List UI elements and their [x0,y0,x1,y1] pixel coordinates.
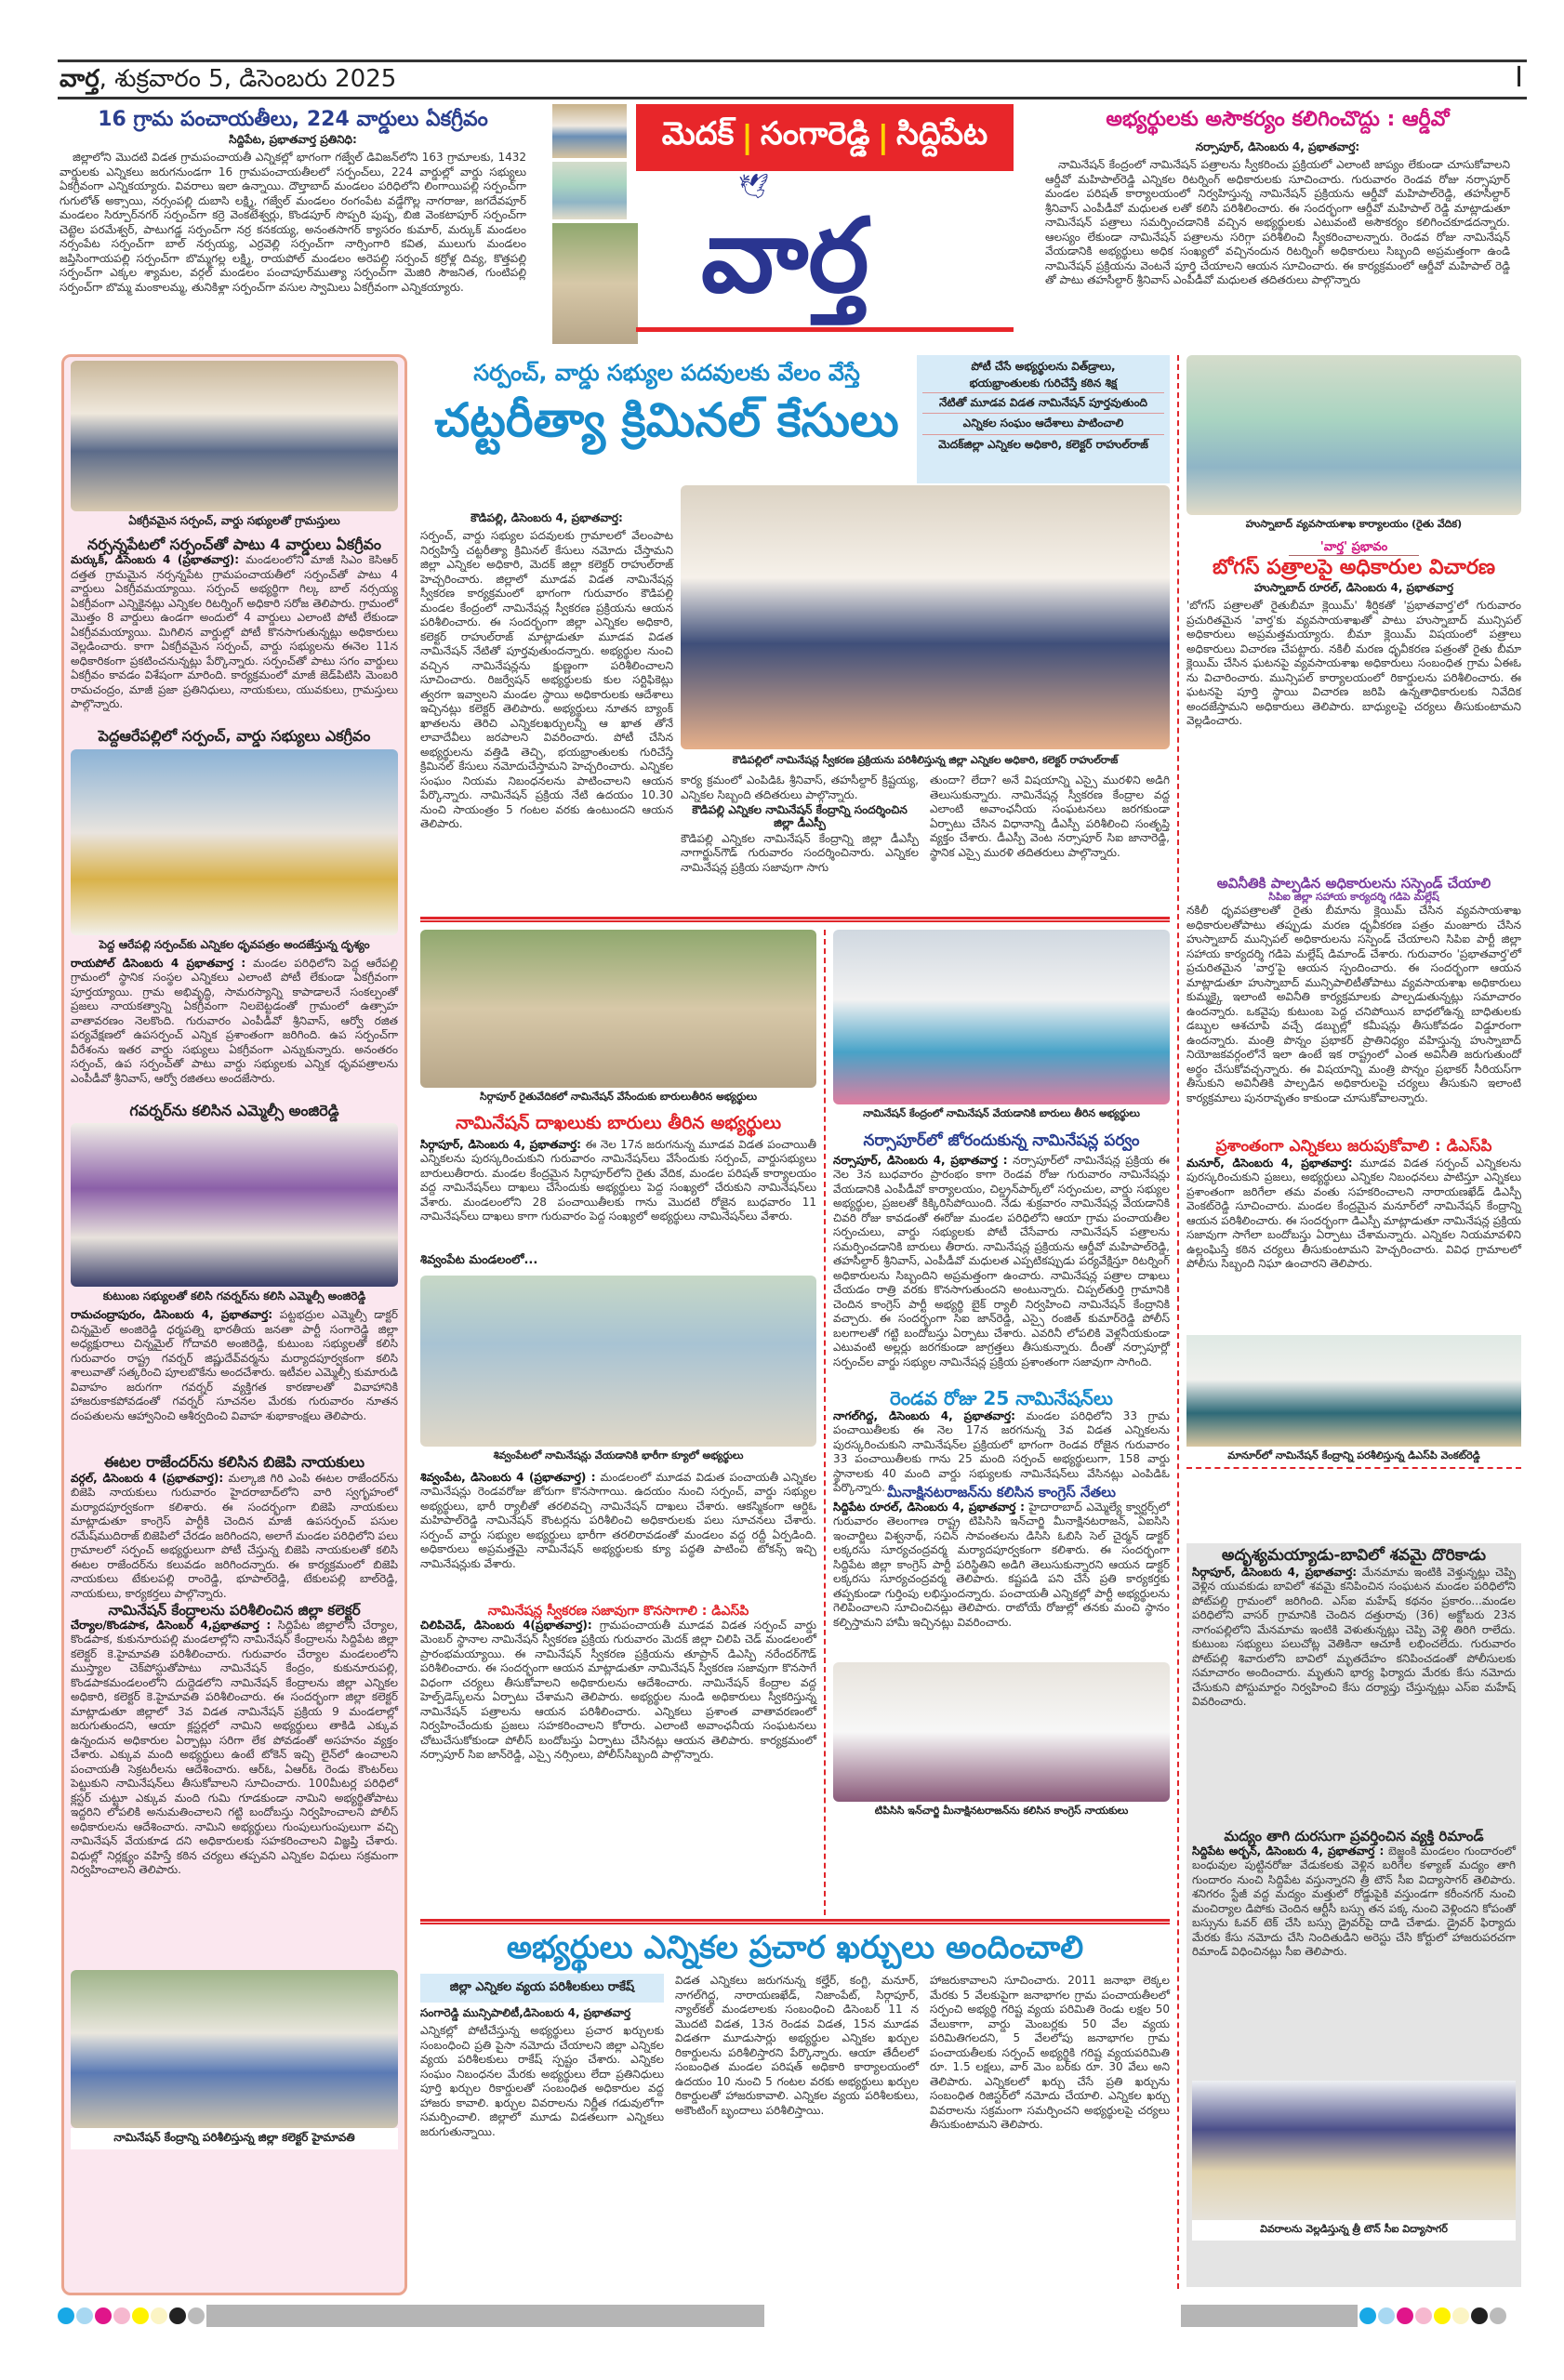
article-body [1192,1566,1516,1825]
article-body [1192,1844,1516,2075]
lead-story-col2 [681,774,919,875]
article-body [71,553,398,726]
body-text: కౌడిపల్లి ఎన్నికల నామినేషన్ కేంద్రాన్ని జిల్లా డీఎస్పీ నాగార్జున్‌గౌడ్ గురువారం సందర్శించినారు. ఎన్నికల నామినేషన్ల ప్రక్రియ సజావుగా సాగు [681,831,919,874]
article-body: ఎన్నికల్లో పోటీచేస్తున్న అభ్యర్థులు ప్రచార ఖర్చులకు సంబంధించి ప్రతి పైసా నమోదు చేయాలని జిల్లా ఎన్నికల వ్యయ పరిశీలకులు రాకేష్ స్పష్టం చేశారు. ఎన్నికల సంఘం నిబంధనల మేరకు అభ్యర్థులు లేదా ప్రతినిధులు పూర్తి ఖర్చుల రికార్డులతో సంబంధిత అధికారుల వద్ద హాజరు కావాలి. ఖర్చుల వివరాలను నిర్ణీత గడువులోగా సమర్పించాలి. జిల్లాలో మూడు విడతలుగా ఎన్నికలు జరుగుతున్నాయి. [420,2024,664,2138]
article-body: సర్పంచ్, వార్డు సభ్యుల పదవులకు గ్రామాలలో వేలంపాట నిర్వహిస్తే చట్టరీత్యా క్రిమినల్ కేసులు నమోదు చేస్తామని జిల్లా ఎన్నికల అధికారి, మెదక్ జిల్లా కలెక్టర్ రాహుల్‌రాజ్ హెచ్చరించారు. జిల్లాలో మూడవ విడత నామినేషన్ల స్వీకరణ కార్యక్రమంలో భాగంగా గురువారం కౌడిపల్లి మండల కేంద్రంలో నామినేషన్ల స్వీకరణ ప్రక్రియను ఆయన పరిశీలించారు. ఈ సందర్భంగా జిల్లా ఎన్నికల అధికారి, కలెక్టర్ రాహుల్‌రాజ్ మాట్లాడుతూ మూడవ విడత నామినేషన్ నేటితో పూర్తవుతుందన్నారు. అభ్యర్థుల నుంచి వచ్చిన నామినేషన్లను క్షుణ్ణంగా పరిశీలించాలని సూచించారు. రిజర్వేషన్ అభ్యర్థులకు కుల సర్టిఫికెట్లు త్వరగా ఇవ్వాలని మండల స్థాయి అధికారులకు ఆదేశాలు ఇచ్చినట్లు కలెక్టర్ తెలిపారు. అభ్యర్థులు నూతన బ్యాంక్ ఖాతలను తెరిచి ఎన్నికలఖర్చులన్నీ ఆ ఖాత తోనే లావాదేవీలు జరపాలని వివరించారు. పోటీ చేసిన అభ్యర్థులను వత్తిడి తెచ్చి, భయభ్రాంతులకు గురిచేస్తే క్రిమినల్ కేసులు నమోదుచేస్తామని హెచ్చరించారు. ఎన్నికల సంఘం నియమ నిబంధనలను పాటించాలని ఆయన పేర్కొన్నారు. నామినేషన్ ప్రక్రియ నేటి ఉదయం 10.30 నుంచి సాయంత్రం 5 గంటల వరకు ఉంటుందని ఆయన తెలిపారు. [420,529,673,830]
masthead [552,104,1014,344]
headline: గవర్నర్‌ను కలిసిన ఎమ్మెల్సీ అంజిరెడ్డి [129,1101,339,1119]
article-body: జిల్లాలోని మొదటి విడత గ్రామపంచాయతీ ఎన్నికల్లో భాగంగా గజ్వేల్ డివిజన్‌లోని 163 గ్రామాలకు, 1432 వార్డులకు ఎన్నికలు జరుగనుండగా 16 గ్రామపంచాయతీలలో సర్పంచ్‌లు, 224 వార్డుల్లో వార్డు సభ్యులు ఏకగ్రీవంగా ఎన్నికయ్యారు. వివరాలు ఇలా ఉన్నాయి. దౌల్తాబాద్ మండలం పరిధిలోని లింగాయిపల్లి సర్పంచ్‌గా గుగులోత్ అక్సాయి, నర్సంపల్లి దుబాసి లక్ష్మి, గజ్వేల్ మండలం రంగంపేట వడ్డేగొల్ల నాగరాజు, జగదేవపూర్ మండలం సిర్పూర్‌నగర్ సర్పంచ్‌గా కర్రె వెంకటేశ్వర్లు, కొండపూర్ సొప్పరి పుష్ప, బిజి వెంకటాపూర్ సర్పంచ్‌గా చెట్టెల పరమేశ్వర్, పాటుగడ్డ సర్పంచ్‌గా నర్ర కనకయ్య, అనంతసాగర్ క్యాసరం కుమార్, మర్కుక్ మండలం నర్సంపేట సర్పంచ్‌గా బాల్ నర్సయ్య, ఎర్రవెల్లి సర్పంచ్‌గా నార్సింగారి కవిత, ములుగు మండలం జప్తిసింగాయపల్లి సర్పంచ్‌గా బొమ్మగల్ల లక్ష్మి, రాయపోల్ మండలం అరెపల్లి సర్పంచ్ కర్రోళ్ల దివ్య, కొత్తపల్లి సర్పంచ్‌గా ఎక్కల శ్యామల, వర్గల్ మండలం పంచాపూర్‌ముత్యా సర్పంచ్‌గా మెజిరి సౌజనిత, గుంటిపల్లి సర్పంచ్‌గా బొమ్మ మంకాలమ్మ, తునికిళ్లా సర్పంచ్‌గా వసుల స్వామిలు ఏకగ్రీవంగా ఎన్నికయ్యారు. [60,151,526,294]
dateline: మనూర్, డిసెంబరు 4, ప్రభాతవార్త: [1186,1156,1353,1170]
fountain-photo [552,162,627,219]
photo-caption: కౌడిపల్లిలో నామినేషన్ల స్వీకరణ ప్రక్రియను పరిశీలిస్తున్న జిల్లా ఎన్నికల అధికారి, కలెక్టర్ రాహుల్‌రాజ్ [681,751,1170,770]
dateline: సిద్దిపేట అర్బన్, డిసెంబరు 4, ప్రభాతవార్త : [1192,1844,1385,1858]
photo-queue-narsapur [833,930,1170,1104]
headline: బోగస్ పత్రాలపై అధికారుల విచారణ [1212,555,1496,579]
dove-logo-icon: 🕊 [738,173,770,201]
body-text: మల్కాజి గిరి ఎంపి ఈటల రాజేందర్‌ను బిజెపి నాయకులు గురువారం హైదరాబాద్‌లోని వారి స్వగృహంలో మర్యాదపూర్వకంగా కలిశారు. ఈ సందర్భంగా బిజెపి నాయకులు మాట్లాడుతూ కాంగ్రెస్ పార్టీకి చెందిన మాజీ ఉపసర్పంచ్ పసుల రమేష్‌ముదిరాజ్ బిజెపిలో చేరడం జరిగిందని, అలాగే మండల పరిధిలోని పలు గ్రామాలలో సర్పంచ్ అభ్యర్థులుగా పోటీ చేస్తున్న బిజెపి నాయకులతో కలిసి ఈటల రాజేందర్‌ను కలువడం జరిగిందన్నారు. ఈ కార్యక్రమంలో బిజెపి నాయకులు టేకులపల్లి రాంరెడ్డి, భూపాల్‌రెడ్డి, టేకులపల్లి బాల్‌రెడ్డి, నాయకులు, కార్యకర్తలు పాల్గొన్నారు. [71,1471,398,1600]
dateline: సిద్దిపేట రూరల్, డిసెంబరు 4, ప్రభాతవార్త : [833,1500,1025,1514]
dateline: మర్కుక్, డిసెంబరు 4 (ప్రభాతవార్త): [71,553,240,567]
article-body [833,1501,1170,1659]
photo-governor [71,1123,398,1287]
church-photo [552,223,638,344]
photo-caption: ఏకగ్రీవమైన సర్పంచ్, వార్డు సభ్యులతో గ్రామస్తులు [128,514,340,527]
middle-left-column [420,930,816,1849]
temple-photo [552,104,627,158]
article-top-right [1045,108,1510,331]
photo-queue-sirgapur [420,930,816,1088]
headline: నర్సాపూర్‌లో జోరందుకున్న నామినేషన్ల పర్వం [863,1131,1140,1150]
highlight: మెదక్‌జిల్లా ఎన్నికల అధికారి, కలెక్టర్ రాహుల్‌రాజ్ [938,438,1148,452]
headline: అభ్యర్థులు ఎన్నికల ప్రచార ఖర్చులు అందించాలి [506,1929,1084,1966]
gray-bar [1181,2305,1358,2327]
dateline: చిలిపిచెడ్, డిసెంబరు 4(ప్రభాతవార్త): [420,1618,592,1632]
bottom-col3: హాజరుకావాలని సూచించారు. 2011 జనాభా లెక్కల మేరకు 5 వేలకుపైగా జనాభాగల గ్రామ పంచాయతీలలో సర్పంచి అభ్యర్థి గరిష్ట వ్యయ పరిమితి రెండు లక్షల 50 వేలుకాగా, వార్డు మెంబర్లకు 50 వేల వ్యయ పరిమితిగలదని, 5 వేలలోపు జనాభాగల గ్రామ పంచాయతీలకు సర్పంచ్ అభ్యర్థికి గరిష్ట వ్యయపరిమితి రూ. 1.5 లక్షలు, వార్ మెం బర్‌కు రూ. 30 వేలు అని తెలిపారు. ఎన్నికలలో ఖర్చు చేసే ప్రతి ఖర్చును సంబంధిత రిజిస్టర్‌లో నమోదు చేయాలి. ఎన్నికల ఖర్చు వివరాలను సక్రమంగా సమర్పించని అభ్యర్థులపై చర్యలు తీసుకుంటామని తెలిపారు. [930,1974,1170,2132]
body-text: తుందా? లేదా? అనే విషయాన్ని ఎస్సై మురళిని అడిగి తెలుసుకున్నారు. నామినేషన్ల స్వీకరణ కేంద్రాల వద్ద ఎలాంటి అవాంఛనీయ సంఘటనలు జరగకుండా ఏర్పాటు చేసిన విధానాన్ని డీఎస్పీ పరిశీలించి సంతృప్తి వ్యక్తం చేశారు. డీఎస్పీ వెంట నర్సాపూర్ సిఐ జానారెడ్డి, స్థానిక ఎస్సై మురళి తదితరులు పాల్గొన్నారు. [930,774,1170,859]
photo-caption: కుటుంబ సభ్యులతో కలిసి గవర్నర్‌ను కలిసి ఎమ్మెల్సీ అంజిరెడ్డి [102,1289,366,1303]
article-body [71,1619,398,1964]
body-text: గ్రామపంచాయతీ మూడవ విడత సర్పంచ్ వార్డు మెంబర్ స్థానాల నామినేషన్ స్వీకరణ ప్రక్రియ గురువారం మెదక్ జిల్లా చిలిపి చెడ్ మండలంలో ప్రారంభమయ్యాయి. ఈ నామినేషన్ స్వీకరణ ప్రక్రియను తూప్రాన్ డిఎస్పి నరేందర్‌గౌడ్ పరిశీలించారు. ఈ సందర్భంగా ఆయన మాట్లాడుతూ నామినేషన్ స్వీకరణ సజావుగా కొనసాగే విధంగా చర్యలు తీసుకోవాలని అధికారులను ఆదేశించారు. నామినేషన్ కేంద్రాల వద్ద హెల్ప్‌డెస్క్‌లను ఏర్పాటు చేశామని తెలిపారు. అభ్యర్థుల నుండి అధికారులు స్వీకరిస్తున్న నామినేషన్ పత్రాలను ఆయన పరిశీలించారు. ఎన్నికలు ప్రశాంత వాతావరణంలో నిర్వహించేందుకు ప్రజలు సహకరించాలని కోరారు. ఎలాంటి అవాంఛనీయ సంఘటనలు చోటుచేసుకోకుండా పోలీస్ బందోబస్తు ఏర్పాటు చేసినట్లు ఆయన తెలిపారు. కార్యక్రమంలో నర్సాపూర్ సిఐ జాన్‌రెడ్డి, ఎస్సై నర్సింలు, పోలీస్‌సిబ్బంది పాల్గొన్నారు. [420,1618,817,1762]
dateline: సిర్గాపూర్, డిసెంబరు 4, ప్రభాతవార్త: [420,1137,581,1151]
lead-story-continuation [681,751,1170,915]
photo-dsp-manoor [1186,1335,1521,1447]
section-divider [420,1919,1170,1924]
photo-caption: పెద్ద ఆరేపల్లి సర్పంచ్‌కు ఎన్నికల ధృవపత్రం అందజేస్తున్న దృశ్యం [99,937,370,951]
headline: అదృశ్యమయ్యాడు-బావిలో శవమై దొరికాడు [1221,1546,1487,1565]
headline: నామినేషన్ దాఖలుకు బారులు తీరిన అభ్యర్థులు [455,1113,782,1133]
headline: ప్రశాంతంగా ఎన్నికలు జరుపుకోవాలి : డిఎస్‌పి [1215,1137,1492,1157]
headline: పెద్దఆరేపల్లిలో సర్పంచ్, వార్డు సభ్యులు ఎకగ్రీవం [98,727,371,746]
sub-headline: శివ్వంపేట మండలంలో... [420,1252,538,1267]
bottom-story [420,1930,1170,2291]
dateline: వర్గల్, డిసెంబరు 4 (ప్రభాతవార్త): [71,1471,224,1485]
dateline: రాయపోల్ డిసెంబరు 4 ప్రభాతవార్త : [71,956,246,970]
highlight: భయభ్రాంతులకు గురిచేస్తే కఠిన శిక్ష [922,376,1164,393]
article-body [1186,1157,1521,1329]
section-divider [420,917,1170,922]
body-text: మండల పరిధిలోని 33 గ్రామ పంచాయితీలకు ఈ నెల 17న జరగనున్న 3వ విడత ఎన్నికలను పురస్కరించుకుని నామినేషన్‌ల ప్రక్రియలో భాగంగా రెండవ రోజైన గురువారం 33 పంచాయితీలకు గాను 25 మంది సర్పంచ్ అభ్యర్థులుగా, 158 వార్డు స్థానాలకు 40 మంది వార్డు సభ్యులకు నామినేషన్‌లు వేసినట్లు ఎంపిడిఓ పేర్కొన్నారు. [833,1408,1170,1495]
body-text: సిద్దిపేట జిల్లాలోని చేర్యాల, కొండపాక, కుకునూరుపల్లి మండలాల్లోని నామినేషన్ కేంద్రాలను సిద్దిపేట జిల్లా కలెక్టర్ కె.హైమావతి పరిశీలించారు. గురువారం చేర్యాల మండలంలోని ముస్త్యాల చెక్‌పోస్టుతోపాటు నామినేషన్ కేంద్రం, కుకునూరుపల్లి, కొండపాకమండలంలోని దుద్దెడలోని నామినేషన్ కేంద్రాలను జిల్లా ఎన్నికల అధికారి, కలెక్టర్ కె.హైమావతి పరిశీలించారు. ఈ సందర్భంగా జిల్లా కలెక్టర్ మాట్లాడుతూ జిల్లాలో 3వ విడత నామినేషన్ ప్రక్రియ 9 మండలాల్లో జరుగుతుందని, ఆయా క్లస్టర్లలో నామిని అభ్యర్థులు తాకిడి ఎక్కువ ఉన్నందున అధికారుల ఏర్పాట్లు సరిగా లేక పోవడంతో అసహనం వ్యక్తం చేశారు. ఎక్కువ మంది అభ్యర్థులు ఉంటే టోకెన్ ఇచ్చి లైన్‌లో ఉంచాలని పంచాయతీ సెక్రటరీలను ఆదేశించారు. ఆర్‌ఓ, ఏఆర్‌ఓ రెండు కౌంటర్‌లు పెట్టుకుని నామినేషన్‌లు తీసుకోవాలని సూచించారు. 100మీటర్ల పరిధిలో క్లస్టర్ చుట్టూ ఎక్కువ మంది గుమి గూడకుండా నామిని అభ్యర్థితోపాటు ఇద్దరిని లోపలికి అనుమతించాలని గట్టి బందోబస్తు నిర్వహించాలని పోలీస్ అధికారులను ఆదేశించారు. నామిని అభ్యర్థులు గుంపులుగుంపులుగా వచ్చి నామినేషన్ వేయకూడ దని అధికారులకు సహకరించాలని విజ్ఞప్తి చేశారు. విధుల్లో నిర్లక్ష్యం వహిస్తే కఠిన చర్యలు తప్పవని ఎన్నికల విధులు సక్రమంగా నిర్వహించాలని తెలిపారు. [71,1618,398,1877]
article-body [71,1308,398,1452]
column-divider [1177,355,1179,2289]
dateline: చేర్యాల/కొండపాక, డిసెంబర్ 4,ప్రభాతవార్త : [71,1618,272,1632]
photo-villagers [71,361,398,511]
bottom-col2: విడత ఎన్నికలు జరుగనున్న కల్హేర్, కంగ్టి, మనూర్, నాగల్‌గిద్ద, నారాయణఖేడ్, నిజాంపేట్, సిర్గాపూర్, న్యాల్‌కల్ మండలాలకు సంబంధించి డిసెంబర్ 11 న మొదటి విడత, 13న రెండవ విడత, 15న మూడవ విడతగా మూడుసార్లు అభ్యర్థుల ఎన్నికల ఖర్చుల రికార్డులను పరిశీలిస్తారని పేర్కొన్నారు. ఆయా తేదీలలో సంబంధిత మండల పరిషత్ అధికారి కార్యాలయంలో ఉదయం 10 నుంచి 5 గంటల వరకు అభ్యర్థులు ఖర్చుల రికార్డులతో హాజరుకావాలి. ఎన్నికల వ్యయ పరిశీలకులు, అకౌంటింగ్ బృందాలు పరిశీలిస్తాయి. [675,1974,919,2117]
photo-collector [71,1970,398,2128]
dateline: నర్సాపూర్, డిసెంబరు 4, ప్రభాతవార్త : [833,1153,1008,1167]
sub-headline: కౌడిపల్లి ఎన్నికల నామినేషన్ కేంద్రాన్ని సందర్శించిన జిల్లా డీఎస్పీ [692,803,908,829]
article-body [71,957,398,1101]
photo-certificate [71,749,398,935]
district-siddipet: సిద్దిపేట [896,115,988,152]
bottom-col1 [420,1974,664,2139]
article-body [833,1154,1170,1384]
headline: మీనాక్షినటరాజన్‌ను కలిసిన కాంగ్రెస్ నేతలు [887,1483,1116,1501]
dateline: సిర్గాపూర్, డిసెంబరు 4, ప్రభాతవార్త: [1192,1565,1357,1579]
sub-headline: సిపిఐ జిల్లా సహాయ కార్యదర్శి గడిపె మల్లేష్ [1268,891,1439,904]
photo-caption: నామినేషన్ కేంద్రాన్ని పరిశీలిస్తున్న జిల్లా కలెక్టర్ హైమావతి [71,2128,398,2149]
color-registration-marks-left [58,2307,205,2324]
headline: ఈటల రాజేందర్‌ను కలిసిన బిజెపి నాయకులు [103,1453,365,1472]
folio [60,65,396,99]
middle-right-column [833,930,1170,1822]
column-divider [824,930,826,1915]
headline: నామినేషన్ కేంద్రాలను పరిశీలించిన జిల్లా కలెక్టర్ [108,1601,361,1619]
article-body [420,1471,816,1600]
highlight: పోటీ చేసే అభ్యర్థులను విత్‌డ్రాలు, [971,360,1116,373]
body-text: నర్సాపూర్‌లో నామినేషన్ల ప్రక్రియ ఈ నెల 3న బుధవారం ప్రారంభం కాగా రెండవ రోజు గురువారం నామినేషన్లు వేయడానికి ఎంపీడీవో కార్యాలయం, చిల్డ్రన్‌పార్క్‌లో సర్పంచుల, వార్డు సభ్యుల అభ్యర్థుల, ప్రజలతో కిక్కిరిసిపోయింది. నేడు శుక్రవారం నామినేషన్ల వేయడానికి చివరి రోజు కావడంతో ఈరోజు మండల పరిధిలోని ఆయా గ్రామ పంచాయతీల సర్పంచులు, వార్డు సభ్యులకు పోటీ చేసేవారు నామినేషన్ పత్రాలను సమర్పించడానికి బారులు తీరారు. నామినేషన్ల ప్రక్రియను ఆర్డీవో మహిపాల్‌రెడ్డి, తహసీల్దార్ శ్రీనివాస్, ఎంపీడీవో మధులత ఎప్పటికప్పుడు పర్యవేక్షిస్తూ రిటర్నింగ్ అధికారులను సిబ్బందిని అప్రమత్తంగా ఉంచారు. నామినేషన్ల పత్రాల దాఖలు చేయడం రాత్రి వరకు కొనసాగుతుందని అంటున్నారు. చిప్పల్‌తుర్తి గ్రామానికి చెందిన కాంగ్రెస్ పార్టీ అభ్యర్థి బైక్ ర్యాలీ నిర్వహించి నామినేషన్ కేంద్రానికి వచ్చారు. ఈ సందర్భంగా సిఐ జాన్‌రెడ్డి, ఎస్సై రంజిత్ కుమార్‌రెడ్డి పోలీస్ బలగాలతో గట్టి బందోబస్తు ఏర్పాటు చేశారు. ఎవరినీ లోపలికి వెళ్లనీయకుండా ఎటువంటి అల్లర్లు జరగకుండా జాగ్రత్తలు తీసుకున్నారు. దీంతో నర్సాపూర్లో సర్పంచ్‌ల వార్డు సభ్యుల నామినేషన్ల ప్రక్రియ ప్రశాంతంగా సజావుగా సాగింది. [833,1153,1170,1368]
dateline: రామచంద్రాపురం, డిసెంబరు 4, ప్రభాతవార్త: [71,1308,273,1322]
headline: అభ్యర్థులకు అసౌకర్యం కలిగించొద్దు : ఆర్డీవో [1106,108,1450,131]
article-body: నామినేషన్ కేంద్రంలో నామినేషన్ పత్రాలను స్వీకరించు ప్రక్రియలో ఎలాంటి జాప్యం లేకుండా చూసుకోవాలని ఆర్డీవో మహిపాల్‌రెడ్డి ఎన్నికల రిటర్నింగ్ అధికారులకు సూచించారు. గురువారం రెండవ రోజు నర్సాపూర్ మండల పరిషత్ కార్యాలయంలో నిర్వహిస్తున్న నామినేషన్ ప్రక్రియను ఆర్డీవో మహిపాల్‌రెడ్డి, తహసీల్దార్ శ్రీనివాస్ ఎంపీడీవో మధులత లతో కలిసి పరిశీలించారు. ఈ సందర్భంగా ఆర్డీవో మహిపాల్ రెడ్డి మాట్లాడుతూ నామినేషన్ పత్రాలు సమర్పించడానికి వచ్చిన అభ్యర్థులకు ఎటువంటి అసౌకర్యం కలిగించకూడదన్నారు. ఆలస్యం లేకుండా నామినేషన్ పత్రాలను సరిగ్గా పరిశీలించి స్వీకరించాలన్నారు. రెండవ రోజు నామినేషన్ వేయడానికి అభ్యర్థులు అధిక సంఖ్యలో వచ్చినందున రిటర్నింగ్ అధికారులు సిబ్బంది అప్రమత్తంగా ఉండి నామినేషన్ ప్రక్రియను వెంటనే పూర్తి చేయాలని ఆయన సూచించారు. ఈ కార్యక్రమంలో ఆర్డీవో మహిపాల్ రెడ్డి తో పాటు తహసీల్దార్ శ్రీనివాస్ ఎంపీడీవో మధులత తదితరులు పాల్గొన్నారు [1045,158,1510,287]
body-text: కార్య క్రమంలో ఎంపిడిఓ శ్రీనివాస్, తహసీల్దార్ క్రిష్టయ్య, ఎన్నికల సిబ్బంది తదితరులు పాల్గొన్నారు. [681,774,919,801]
article-body [420,1138,816,1253]
sub-headline: జిల్లా ఎన్నికల వ్యయ పరిశీలకులు రాకేష్ [420,1974,664,2003]
headline: 16 గ్రామ పంచాయతీలు, 224 వార్డులు ఏకగ్రీవం [98,108,488,131]
body-text: బెజ్జంకి మండలం గుందారంలో బంధువుల పుట్టినరోజు వేడుకలకు వెళ్లిన బరిగేల కళ్యాణ్ మద్యం తాగి గుందారం నుంచి సిద్దిపేట వస్తున్నారని త్రీ టౌన్ సీఐ విద్యాసాగర్ తెలిపారు. శనిగరం స్టేజీ వద్ద మద్యం మత్తులో రోడ్డుపైకి వస్తుండగా కరీంనగర్ నుంచి మంచిర్యాల డిపోకు చెందిన ఆర్టీసీ బస్సు తన పక్క నుంచి వెళ్లిందని కోపంతో బస్సును ఓవర్ టెక్ చేసి బస్సు డ్రైవర్‌పై దాడి చేశాడు. డ్రైవర్ ఫిర్యాదు మేరకు కేసు నమోదు చేసి నిందితుడిని అరెస్టు చేసి కోర్టులో హాజరుపరచగా రిమాండ్ విధించినట్లు సీఐ తెలిపారు. [1192,1844,1517,1959]
district-banner: మెదక్ | సంగారెడ్డి | సిద్దిపేట [636,104,1014,171]
lead-story-col1 [420,509,673,918]
body-text: మేనమామ ఇంటికి వెళ్తున్నట్లు చెప్పి వెళ్లిన యువకుడు బావిలో శవమై కనిపించిన సంఘటన మండల పరిధిలోని పోట్‌పల్లి గ్రామంలో జరిగింది. ఎస్‌ఐ మహేష్ కథనం ప్రకారం...మండల పరిధిలోని వాసర్ గ్రామానికి చెందిన దత్తురావు (36) అక్టోబరు 23న నాగంపల్లిలోని మేనమామ ఇంటికి వెళుతున్నట్లు చెప్పి వెళ్లి తిరిగి రాలేదు. కుటుంబ సభ్యులు పలుచోట్ల వెతికినా ఆచూకీ లభించలేదు. గురువారం పోట్‌పల్లి శివారులోని బావిలో మృతదేహం కనిపించడంతో పోలీసులకు సమాచారం అందించారు. మృతుని భార్య ఫిర్యాదు మేరకు కేసు నమోదు చేసుకుని పోస్టుమార్టం నిర్వహించి కేసు దర్యాప్తు చేస్తున్నట్లు ఎస్‌ఐ మహేష్ వివరించారు. [1192,1565,1517,1709]
article-body [71,1472,398,1601]
dateline: నాగల్‌గిద్ద, డిసెంబరు 4, ప్రభాతవార్త: [833,1408,1015,1422]
body-text: ఈ నెల 17న జరుగనున్న మూడవ విడత పంచాయితీ ఎన్నికలను పురస్కరించుకుని గురువారం నామినేషన్‌లు వేసేందుకు సర్పంచ్, వార్డుసభ్యులు బారులుతీరారు. మండల కేంద్రమైన సిర్గాపూర్‌లోని రైతు వేదిక, మండల పరిషత్ కార్యాలయం వద్ద నామినేషన్‌లు దాఖలు చేసేందుకు అభ్యర్థులు పెద్ద సంఖ్యలో చేరుకుని నామినేషన్‌లు వేశారు. మండలంలోని 28 పంచాయితీలకు గాను మొదటి రోజైన బుధవారం 11 నామినేషన్‌లు దాఖలు కాగా గురువారం పెద్ద సంఖ్యలో అభ్యర్థులు నామినేషన్‌లు వేశారు. [420,1137,816,1223]
article-body: 'బోగస్ పత్రాలతో రైతుబీమా క్లెయిమ్' శీర్షికతో 'ప్రభాతవార్త'లో గురువారం ప్రచురితమైన 'వార్త'కు వ్యవసాయశాఖతో పాటు హుస్నాబాద్ మున్సిపల్ అధికారులు అప్రమత్తమయ్యారు. బీమా క్లెయిమ్ విషయంలో పత్రాలు అధికారులు విచారణ చేపట్టారు. నకిలీ మరణ ధృవీకరణ పత్రంతో రైతు బీమా క్లెయిమ్ చేసిన ఘటనపై వ్యవసాయశాఖ అధికారులు సంబంధిత గ్రామ ఏఈఓ ను విచారించారు. మున్సిపల్ కార్యాలయంలో రికార్డులను పరిశీలించారు. ఈ ఘటనపై పూర్తి స్థాయి విచారణ జరిపి ఉన్నతాధికారులకు నివేదిక అందజేస్తామని అధికారులు తెలిపారు. బాధ్యులపై చర్యలు తీసుకుంటామని వెల్లడించారు. [1186,599,1521,728]
district-sangareddy: సంగారెడ్డి [760,115,870,152]
headline: నామినేషన్ల స్వీకరణ సజావుగా కొనసాగాలి : డిఎస్‌పి [487,1603,749,1619]
color-registration-marks-right [1359,2307,1506,2324]
date-line: , శుక్రవారం 5, డిసెంబరు 2025 [99,65,397,93]
highlight: ఎన్నికల సంఘం ఆదేశాలు పాటించాలి [922,414,1164,435]
article-body [420,1619,816,1849]
article-top-left [60,108,526,324]
body-text: మూడవ విడత సర్పంచ్ ఎన్నికలను పురస్కరించుకుని ప్రజలు, అభ్యర్థులు ఎన్నికల నిబంధనలు పాటిస్తూ ఎన్నికలు ప్రశాంతంగా జరిగేలా తమ వంతు సహకరించాలని నారాయణఖేడ్ డిఎస్పీ వెంకట్‌రెడ్డి సూచించారు. మండల కేంద్రమైన మనూర్‌లో నామినేషన్ కేంద్రాన్ని ఆయన పరిశీలించారు. ఈ సందర్భంగా డిఎస్పీ మాట్లాడుతూ నామినేషన్ల ప్రక్రియ సజావుగా సాగేలా బందోబస్తు ఏర్పాటు చేశామన్నారు. ఎన్నికల నియమావళిని ఉల్లంఘిస్తే కఠిన చర్యలు తీసుకుంటామని హెచ్చరించారు. వివిధ గ్రామాలలో పోలీసు సిబ్బంది నిఘా ఉంచారని తెలిపారు. [1186,1156,1521,1271]
photo-caption: సిర్గాపూర్ రైతువేదికలో నామినేషన్ వేసేందుకు బారులుతీరిన అభ్యర్థులు [420,1088,816,1108]
highlight: నేటితో మూడవ విడత నామినేషన్ పూర్తవుతుంది [922,393,1164,415]
dateline: శివ్వంపేట, డిసెంబరు 4 (ప్రభాతవార్త) : [420,1470,596,1484]
headline: చట్టరీత్యా క్రిమినల్ కేసులు [434,392,899,447]
headline: అవినీతికి పాల్పడిన అధికారులను సస్పెండ్ చేయాలి [1216,875,1491,892]
article-body: నకిలీ ధృవపత్రాలతో రైతు బీమాను క్లెయిమ్ చేసిన వ్యవసాయశాఖ అధికారులతోపాటు తప్పుడు మరణ ధృవీకరణ పత్రం మంజూరు చేసిన హుస్నాబాద్ మున్సిపల్ అధికారులను సస్పెండ్ చేయాలని సిపిఐ పార్టీ జిల్లా సహాయ కార్యదర్శి గడిపె మల్లేష్ డిమాండ్ చేశారు. గురువారం 'ప్రభాతవార్త'లో ప్రచురితమైన 'వార్త'పై ఆయన స్పందించారు. ఈ సందర్భంగా ఆయన మాట్లాడుతూ హుస్నాబాద్ మున్సిపాలిటీతోపాటు వ్యవసాయశాఖ అధికారులు కుమ్మక్కై ఇలాంటి అవినీతి కార్యక్రమాలకు పాల్పడుతున్నట్లు సమాచారం ఉందన్నారు. ఒకవైపు కుటుంబ పెద్ద చనిపోయిన బాధలోఉన్న బాధితులకు డబ్బుల ఆశచూపి వచ్చే డబ్బుల్లో కమీషన్లు తీసుకోవడం విడ్డూరంగా ఉందన్నారు. మంత్రి పొన్నం ప్రభాకర్ ప్రాతినిధ్యం వహిస్తున్న హుస్నాబాద్ నియోజకవర్గంలోనే ఇలా ఉంటే ఇక రాష్ట్రంలో ఎంత అవినీతి జరుగుతుందో అర్థం చేసుకోవచ్చన్నారు. ఈ విషయాన్ని మంత్రి పొన్నం ప్రభాకర్ సీరియస్‌గా తీసుకుని అవినీతికి పాల్పడిన అధికారులపై చర్యలు తీసుకుని ఇలాంటి కార్యక్రమాలు పునరావృతం కాకుండా చూసుకోవాలన్నారు. [1186,904,1521,1104]
dateline: కౌడిపల్లి, డిసెంబరు 4, ప్రభాతవార్త: [471,511,623,524]
header-rule-bottom [58,97,1527,99]
photo-caption: హుస్నాబాద్ వ్యవసాయశాఖ కార్యాలయం (రైతు వేదిక) [1186,515,1521,536]
headline: నర్సన్నపేటలో సర్పంచ్‌తో పాటు 4 వార్డులు ఏకగ్రీవం [86,536,382,553]
district-medak: మెదక్ [661,115,735,152]
gray-bar [206,2305,764,2327]
photo-collector-kowdipally [681,485,1170,749]
photo-caption: మానూర్‌లో నామినేషన్ కేంద్రాన్ని పరశీలిస్తున్న డిఎస్‌పి వెంకట్‌రెడ్డి [1186,1447,1521,1469]
photo-caption: వివరాలను వెల్లడిస్తున్న త్రీ టౌన్ సీఐ విద్యాసాగర్ [1192,2220,1516,2241]
left-column [71,361,398,2149]
body-text: మండల పరిధిలోని పెద్ద ఆరేపల్లి గ్రామంలో స్థానిక సంస్థల ఎన్నికలు ఎలాంటి పోటీ లేకుండా ఏకగ్రీవంగా పూర్తయ్యాయి. గ్రామ అభివృద్ధి, సామరస్యాన్ని కాపాడాలనే సంకల్పంతో ప్రజలు నాయకత్వాన్ని ఏకగ్రీవంగా నిలబెట్టడంతో గ్రామంలో ఉత్సాహ వాతావరణం నెలకొంది. గురువారం ఎంపీడీవో శ్రీనివాస్, ఆర్వో రజిత పర్యవేక్షణలో ఉపసర్పంచ్ ఎన్నిక ప్రశాంతంగా జరిగింది. ఉప సర్పంచ్‌గా వీరేశంను ఇతర వార్డు సభ్యులు ఏకగ్రీవంగా ఎన్నుకున్నారు. అనంతరం సర్పంచ్, ఉప సర్పంచ్‌తో పాటు వార్డు సభ్యులకు ఎన్నిక ధృవపత్రాలను ఎంపీడీవో శ్రీనివాస్, ఆర్వో రజితలు అందజేసారు. [71,956,399,1085]
right-column [1186,355,1521,1469]
body-text: మండలంలో మూడవ విడుత పంచాయతీ ఎన్నికల నామినేషన్లు రెండవరోజు జోరుగా కొనసాగాయి. ఉదయం నుంచి సర్పంచ్, వార్డు సభ్యుల అభ్యర్థులు, భారీ ర్యాలీతో తరలివచ్చి నామినేషన్ దాఖలు చేశారు. ఆకస్మికంగా ఆర్డిఓ మహిపాల్‌రెడ్డి నామినేషన్ కౌంటర్లను పరిశీలించి అధికారులకు పలు సూచనలు చేశారు. సర్పంచ్ వార్డు సభ్యుల అభ్యర్థులు భారీగా తరలిరావడంతో మండలం వద్ద రద్దీ ఏర్పడింది. అధికారులు అప్రమత్తమై నామినేషన్ అభ్యర్థులకు క్యూ పద్ధతి పాటించి టోకన్స్ ఇచ్చి నామినేషన్లుకు వేశారు. [420,1470,816,1570]
masthead-logo: వార్త [701,196,869,315]
photo-queue-shivampet [420,1276,816,1447]
impact-tag: 'వార్త' ప్రభావం [1289,541,1419,556]
kicker: సర్పంచ్, వార్డు సభ్యుల పదవులకు వేలం వేస్తే [473,360,860,386]
body-text: మండలంలోని మాజీ సిఎం కెసిఆర్ దత్తత గ్రామమైన నర్సన్నపేట గ్రామపంచాయతీలో సర్పంచ్‌తో పాటు 4 వార్డులు ఏకగ్రీవమయ్యాయి. సర్పంచ్ అభ్యర్థిగా గిల్క బాల్ నర్సయ్య ఏకగ్రీవంగా ఎన్నికైనట్లు ఎన్నికల రిటర్నింగ్ అధికారి సరోజ తెలిపారు. గ్రామంలో మొత్తం 8 వార్డులు ఉండగా అందులో 4 వార్డులు ఎలాంటి పోటీ లేకుండా ఏకగ్రీవమయ్యాయి. మిగిలిన వార్డుల్లో పోటీ కొనసాగుతున్నట్లు అధికారులు వెల్లడించారు. కాగా ఏకగ్రీవమైన సర్పంచ్, వార్డు సభ్యులను ఈనెల 11న అధికారికంగా ప్రకటించనున్నట్లు పేర్కొన్నారు. సర్పంచ్‌తో పాటు సగం వార్డులు ఏకగ్రీవం కావడం విశేషంగా మారింది. కార్యక్రమంలో మాజీ జెడ్‌పిటిసి మెంబరి రామచంద్రం, మాజీ ప్రజా ప్రతినిధులు, నాయకులు, యువకులు, గ్రామస్తులు పాల్గొన్నారు. [71,553,398,711]
headline: రెండవ రోజు 25 నామినేషన్‌లు [890,1386,1113,1409]
dateline: సంగారెడ్డి మున్సిపాలిటీ,డిసెంబరు 4, ప్రభాతవార్త [420,2006,631,2020]
photo-rythu-vedika [1186,355,1521,515]
lead-story-col3 [930,774,1170,860]
header-rule-top [58,60,1527,62]
page-number: I [1515,61,1523,94]
crime-box [1186,1543,1521,2287]
dateline: నర్సాపూర్, డిసెంబరు 4, ప్రభాతవార్త: [1195,140,1360,154]
headline: మద్యం తాగి దురసుగా ప్రవర్తించిన వ్యక్తి రిమాండ్ [1224,1827,1484,1844]
body-text: పట్టభద్రుల ఎమ్మెల్సీ డాక్టర్ చిన్నమైల్ అంజిరెడ్డి ధర్మపత్ని భారతీయ జనతా పార్టీ సంగారెడ్డి జిల్లా అధ్యక్షురాలు చిన్నమైల్ గోదావరి అంజిరెడ్డి, కుటుంబ సభ్యులతో కలిసి గురువారం రాష్ట్ర గవర్నర్ జిష్ణుదేవ్‌వర్మను మర్యాదపూర్వకంగా కలిసి శాలువాతో సత్కరించి పూలబొకేను అందచేశారు. ఇటీవల ఎమ్మెల్సీ కుమారుడి వివాహం జరుగగా గవర్నర్ వ్యక్తిగత కారణాలతో వివాహానికి హాజరుకాకపోవడంతో గవర్నర్ సూచనల మేరకు గురువారం నూతన దంపతులను ఆహ్వానించి ఆశీర్వదించి వివాహ శుభాకాంక్షలు తెలిపారు. [71,1308,399,1422]
photo-congress-leaders [833,1662,1170,1802]
photo-police-station [1192,2081,1516,2220]
dateline: సిద్దిపేట, ప్రభాతవార్త ప్రతినిధి: [229,133,357,147]
masthead-rule [636,327,1014,332]
dateline: హుస్నాబాద్ రూరల్, డిసెంబరు 4, ప్రభాతవార్త [1254,581,1453,595]
highlights-box [917,355,1170,483]
photo-caption: నామినేషన్ కేంద్రంలో నామినేషన్ వేయడానికి బారులు తీరిన అభ్యర్థులు [833,1104,1170,1125]
photo-caption: టిపిసిసి ఇన్‌చార్జి మీనాక్షినటరాజన్‌ను కలిసిన కాంగ్రెస్ నాయకులు [833,1802,1170,1822]
lead-story-heading [420,361,913,447]
paper-name: వార్త [60,65,99,93]
body-text: హైదారాబాద్ ఎమ్మెల్యే క్వార్టర్స్‌లో గురువారం తెలంగాణ రాష్ట్ర టిపిసిసి ఇన్‌చార్జి మీనాక్షినటరాజన్, ఏఐసిసి ఇంచార్జిలు విశ్వనాథ్, సచిన్ సావంతలను డిసిసి ఓబిసి సెల్ చైర్మన్ డాక్టర్ లక్కరసు సూర్యచంద్రవర్మ మర్యాదపూర్వకంగా కలిశారు. ఈ సందర్భంగా సిద్దిపేట జిల్లా కాంగ్రెస్ పార్టీ పరిస్థితిని అడిగి తెలుసుకున్నారని ఆయన డాక్టర్ లక్కరసు సూర్యచంద్రవర్మ తెలిపారు. కష్టపడి పని చేసే ప్రతి కార్యకర్తకు తప్పకుండా గుర్తింపు లభిస్తుందన్నారు. పంచాయతీ ఎన్నికల్లో పార్టీ అభ్యర్థులను గెలిపించాలని సూచించినట్లు తెలిపారు. రాబోయే రోజుల్లో తనకు మంచి స్థానం కల్పిస్తామని హామీ ఇచ్చినట్లు వివరించారు. [833,1500,1170,1629]
photo-caption: శివ్వంపేటలో నామినేషన్లు వేయడానికి భారీగా క్యూలో అభ్యర్థులు [420,1447,816,1467]
